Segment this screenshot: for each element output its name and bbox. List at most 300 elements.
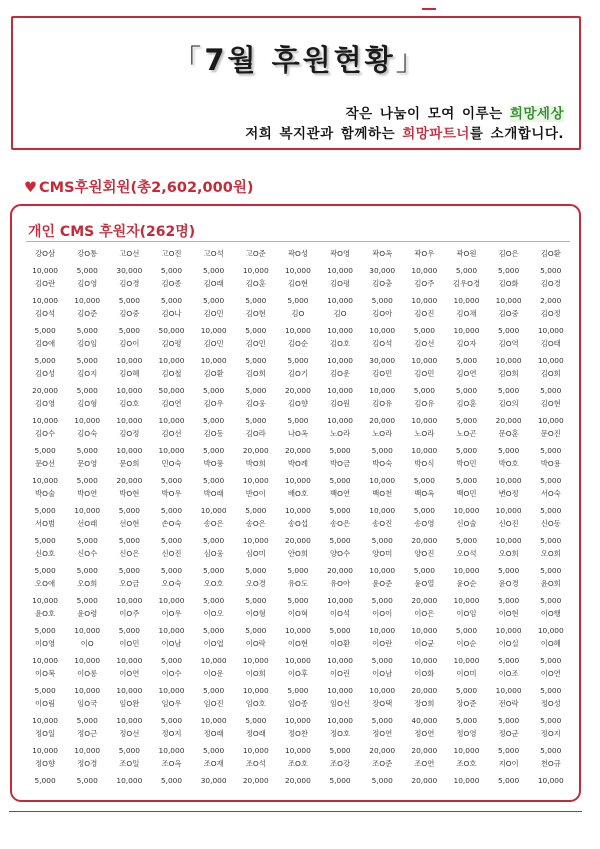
donor-cell xyxy=(108,276,150,306)
donor-cell xyxy=(108,336,150,366)
donor-name: 김O지 xyxy=(77,369,98,378)
donor-cell xyxy=(150,336,192,366)
donor-name: 김O중 xyxy=(119,309,140,318)
donor-cell xyxy=(24,336,66,366)
donor-amount: 20,000 xyxy=(284,386,311,395)
donor-cell xyxy=(66,366,108,396)
donor-name: 이O락 xyxy=(245,639,266,648)
donor-cell xyxy=(403,696,445,726)
donor-amount: 5,000 xyxy=(76,386,98,395)
donor-amount: 20,000 xyxy=(284,446,311,455)
donor-amount: 30,000 xyxy=(369,266,396,275)
donor-amount: 10,000 xyxy=(116,446,143,455)
donor-cell xyxy=(193,666,235,696)
donor-cell xyxy=(108,366,150,396)
donor-cell xyxy=(66,456,108,486)
donor-amount: 10,000 xyxy=(158,596,185,605)
donor-name: 김O경 xyxy=(119,279,140,288)
donor-name: 김O경 xyxy=(540,279,561,288)
donor-cell xyxy=(193,456,235,486)
donor-cell xyxy=(530,576,572,606)
donor-name: 김O운 xyxy=(330,369,351,378)
donor-amount: 10,000 xyxy=(200,356,227,365)
donor-amount: 5,000 xyxy=(455,416,478,425)
donor-cell xyxy=(193,336,235,366)
donor-amount: 5,000 xyxy=(160,476,183,485)
donor-name: 조O재 xyxy=(203,759,224,768)
donor-cell xyxy=(319,276,361,306)
donor-cell xyxy=(361,426,403,456)
donor-cell xyxy=(403,336,445,366)
donor-amount: 10,000 xyxy=(284,656,311,665)
donor-cell xyxy=(319,696,361,726)
donor-amount: 10,000 xyxy=(495,356,522,365)
donor-name: 노O라 xyxy=(414,429,435,438)
donor-amount: 2,000 xyxy=(540,296,562,305)
donor-cell xyxy=(150,456,192,486)
donor-cell xyxy=(445,636,487,666)
donor-cell xyxy=(193,756,235,786)
donor-amount: 5,000 xyxy=(498,446,520,455)
donor-name: 지O이 xyxy=(498,759,519,768)
donor-amount: 5,000 xyxy=(203,416,225,425)
donor-cell xyxy=(193,726,235,756)
donor-amount: 5,000 xyxy=(203,626,225,635)
donor-amount: 5,000 xyxy=(540,656,562,665)
donor-cell xyxy=(108,456,150,486)
donor-cell xyxy=(403,276,445,306)
donor-amount: 10,000 xyxy=(327,386,353,395)
donor-name: 조O준 xyxy=(372,759,393,768)
donor-amount: 5,000 xyxy=(245,416,267,425)
donor-cell xyxy=(193,516,235,546)
donor-cell xyxy=(361,336,403,366)
donor-cell xyxy=(488,396,530,426)
donor-cell xyxy=(66,636,108,666)
title-close-bracket: 」 xyxy=(395,43,428,77)
donor-name: 오O경 xyxy=(245,579,266,588)
donor-name: 백O연 xyxy=(330,489,351,498)
donor-cell xyxy=(24,606,66,636)
donor-cell xyxy=(488,726,530,756)
donor-name: 선O현 xyxy=(119,519,140,528)
donor-cell xyxy=(319,366,361,396)
donor-row xyxy=(24,396,572,426)
donor-amount: 10,000 xyxy=(158,686,185,695)
donor-cell xyxy=(488,666,530,696)
donor-amount: 5,000 xyxy=(203,446,225,455)
donor-name: 이O균 xyxy=(414,639,435,648)
donor-amount: 5,000 xyxy=(329,536,351,545)
donor-cell xyxy=(488,546,530,576)
donor-name: 김O주 xyxy=(414,279,435,288)
donor-cell xyxy=(361,516,403,546)
donor-cell xyxy=(24,486,66,516)
donor-name: 신O호 xyxy=(35,549,56,558)
donor-amount: 10,000 xyxy=(327,356,353,365)
donor-cell xyxy=(66,426,108,456)
donor-name: 이O남 xyxy=(372,669,393,678)
donor-amount: 5,000 xyxy=(245,566,267,575)
donor-name: 백O천 xyxy=(372,489,393,498)
donor-cell xyxy=(108,636,150,666)
donor-amount: 10,000 xyxy=(32,596,58,605)
donor-name: 김O준 xyxy=(77,309,98,318)
donor-amount: 5,000 xyxy=(160,776,183,785)
donor-row xyxy=(24,576,572,606)
donor-name: 김O성 xyxy=(35,369,56,378)
donor-amount: 10,000 xyxy=(495,506,522,515)
donor-cell xyxy=(403,546,445,576)
top-decoration-mark xyxy=(422,8,436,10)
donor-amount: 10,000 xyxy=(158,626,185,635)
donor-name: 전O락 xyxy=(498,699,519,708)
donor-name: 김O채 xyxy=(456,309,477,318)
donor-name: 김O선 xyxy=(414,339,435,348)
donor-name: 임O진 xyxy=(203,699,224,708)
donor-cell xyxy=(193,576,235,606)
donor-cell xyxy=(530,246,572,276)
donor-name: 이O행 xyxy=(540,609,561,618)
donor-amount: 10,000 xyxy=(453,296,480,305)
donor-amount: 10,000 xyxy=(495,296,522,305)
donor-row xyxy=(24,546,572,576)
donor-name: 김O기 xyxy=(287,369,308,378)
donor-cell xyxy=(319,426,361,456)
donor-name: 고O준 xyxy=(245,249,266,258)
donor-name: 박O희 xyxy=(245,459,266,468)
donor-name: 이O이 xyxy=(372,609,393,618)
donor-name: 신O은 xyxy=(119,549,140,558)
donor-cell xyxy=(150,756,192,786)
cms-members-heading xyxy=(24,176,253,197)
donor-amount: 10,000 xyxy=(284,266,311,275)
donor-name: 박O술 xyxy=(35,489,56,498)
donor-cell xyxy=(530,666,572,696)
donor-name: 박O풍 xyxy=(203,459,224,468)
donor-name: 백O옥 xyxy=(414,489,435,498)
donor-cell xyxy=(235,426,277,456)
donor-name: 송O진 xyxy=(372,519,393,528)
donor-cell xyxy=(277,606,319,636)
donor-cell xyxy=(445,306,487,336)
donor-name: 노O라 xyxy=(372,429,393,438)
donor-amount: 10,000 xyxy=(158,446,185,455)
donor-cell xyxy=(235,396,277,426)
donor-name: 김O희 xyxy=(245,369,266,378)
donor-name: 정O성 xyxy=(540,699,561,708)
donor-name: 문O선 xyxy=(35,459,56,468)
donor-name: 정O연 xyxy=(372,729,393,738)
donor-cell xyxy=(24,456,66,486)
donor-amount: 5,000 xyxy=(245,356,267,365)
donor-name: 임O국 xyxy=(77,699,98,708)
donor-cell xyxy=(403,726,445,756)
donor-amount: 10,000 xyxy=(74,296,101,305)
donor-name: 강O통 xyxy=(77,249,98,258)
donor-amount: 10,000 xyxy=(369,386,396,395)
donor-cell xyxy=(277,366,319,396)
donor-name: 김O연 xyxy=(161,399,182,408)
donor-cell xyxy=(530,696,572,726)
donor-cell xyxy=(361,606,403,636)
donor-name: 김O민 xyxy=(372,369,393,378)
donor-cell xyxy=(150,426,192,456)
donor-name: 강O삼 xyxy=(35,249,56,258)
donor-cell xyxy=(235,276,277,306)
donor-cell xyxy=(108,756,150,786)
donor-cell xyxy=(108,666,150,696)
donor-row xyxy=(24,276,572,306)
donor-name: 임O종 xyxy=(287,699,308,708)
donor-cell xyxy=(277,486,319,516)
donor-name: 정O선 xyxy=(119,729,140,738)
donor-name: 김O화 xyxy=(498,279,519,288)
donor-amount: 20,000 xyxy=(327,566,353,575)
heart-icon: ♥ xyxy=(24,180,37,196)
donor-cell xyxy=(403,666,445,696)
donor-cell xyxy=(235,456,277,486)
donor-amount: 5,000 xyxy=(34,536,56,545)
donor-name: 박O래 xyxy=(203,489,224,498)
donor-name: 김O훈 xyxy=(245,279,266,288)
donor-cell xyxy=(66,546,108,576)
donor-row xyxy=(24,666,572,696)
donor-cell xyxy=(24,666,66,696)
donor-name: 이O환 xyxy=(330,639,351,648)
donor-cell xyxy=(24,546,66,576)
donor-amount: 5,000 xyxy=(34,326,56,335)
donor-name: 이O수 xyxy=(161,669,182,678)
donor-cell xyxy=(530,276,572,306)
donor-name: 김O평 xyxy=(330,279,351,288)
donor-name: 김O민 xyxy=(203,339,224,348)
donor-amount: 5,000 xyxy=(34,626,56,635)
donor-name: 김O순 xyxy=(287,339,308,348)
donor-cell xyxy=(66,726,108,756)
donor-cell xyxy=(150,486,192,516)
donor-cell xyxy=(488,366,530,396)
donor-amount: 10,000 xyxy=(74,416,101,425)
donor-name: 윤O호 xyxy=(35,609,56,618)
donor-cell xyxy=(66,666,108,696)
donor-name: 김O우 xyxy=(203,399,224,408)
donor-name: 곽O원 xyxy=(456,249,477,258)
donor-amount: 5,000 xyxy=(498,326,520,335)
donor-amount: 10,000 xyxy=(32,416,58,425)
donor-cell xyxy=(108,696,150,726)
donor-cell xyxy=(235,306,277,336)
donor-name: 정O경 xyxy=(77,759,98,768)
donor-name: 김O충 xyxy=(372,279,393,288)
donor-cell xyxy=(361,396,403,426)
donor-cell xyxy=(24,246,66,276)
donor-amount: 5,000 xyxy=(160,266,183,275)
donor-name: 이O실 xyxy=(498,639,519,648)
donor-cell xyxy=(277,516,319,546)
donor-cell xyxy=(319,606,361,636)
donor-amount: 10,000 xyxy=(200,506,227,515)
donor-name: 김O환 xyxy=(540,249,561,258)
page-title xyxy=(0,38,600,79)
donor-name: 이O혜 xyxy=(540,639,561,648)
donor-cell xyxy=(530,366,572,396)
donor-cell xyxy=(150,666,192,696)
donor-name: 정O호 xyxy=(330,729,351,738)
donor-cell xyxy=(530,516,572,546)
donor-cell xyxy=(24,576,66,606)
donor-cell xyxy=(66,756,108,786)
donor-amount: 10,000 xyxy=(242,476,269,485)
donor-amount: 5,000 xyxy=(329,776,351,785)
donor-cell xyxy=(66,276,108,306)
donor-name: 김O의 xyxy=(498,399,519,408)
donor-amount: 5,000 xyxy=(371,536,393,545)
donor-name: 이O조 xyxy=(498,669,519,678)
donor-amount: 10,000 xyxy=(32,716,58,725)
donor-name: 김O xyxy=(333,309,347,318)
donor-name: 김O석 xyxy=(35,309,56,318)
donor-amount: 20,000 xyxy=(411,776,438,785)
donor-name: 김O나 xyxy=(161,309,182,318)
donor-amount: 10,000 xyxy=(411,446,438,455)
donor-cell xyxy=(277,246,319,276)
donor-cell xyxy=(277,666,319,696)
donor-name: 박O호 xyxy=(498,459,519,468)
donor-name: 김O민 xyxy=(245,339,266,348)
donor-amount: 20,000 xyxy=(411,536,438,545)
donor-cell xyxy=(403,486,445,516)
donor-cell xyxy=(235,636,277,666)
donor-name: 이O영 xyxy=(35,639,56,648)
donor-cell xyxy=(24,696,66,726)
donor-name: 이O혁 xyxy=(287,609,308,618)
donor-amount: 5,000 xyxy=(413,476,435,485)
donor-cell xyxy=(445,336,487,366)
donor-name: 김O연 xyxy=(456,369,477,378)
donor-amount: 5,000 xyxy=(455,536,478,545)
donor-cell xyxy=(193,246,235,276)
donor-amount: 20,000 xyxy=(495,416,522,425)
donor-amount: 5,000 xyxy=(329,446,351,455)
donor-name: 김O애 xyxy=(35,339,56,348)
donor-name: 김O민 xyxy=(203,309,224,318)
donor-name: 김O형 xyxy=(77,399,98,408)
donor-amount: 10,000 xyxy=(369,326,396,335)
donor-amount: 5,000 xyxy=(329,506,351,515)
donor-name: 김O은 xyxy=(498,249,519,258)
donor-amount: 5,000 xyxy=(245,386,267,395)
donor-amount: 5,000 xyxy=(118,506,140,515)
donor-amount: 10,000 xyxy=(242,266,269,275)
donor-cell xyxy=(361,756,403,786)
donor-cell xyxy=(403,576,445,606)
donor-amount: 5,000 xyxy=(203,536,225,545)
donor-amount: 5,000 xyxy=(287,416,309,425)
donor-name: 임O신 xyxy=(330,699,351,708)
donor-cell xyxy=(445,576,487,606)
donor-name: 신O수 xyxy=(77,549,98,558)
donor-amount: 20,000 xyxy=(242,446,269,455)
donor-name: 김O라 xyxy=(245,429,266,438)
donor-amount: 5,000 xyxy=(203,476,225,485)
donor-amount: 5,000 xyxy=(540,536,562,545)
donor-name: 정O향 xyxy=(35,759,56,768)
donor-cell xyxy=(530,336,572,366)
donor-amount: 50,000 xyxy=(158,326,185,335)
donor-cell xyxy=(530,756,572,786)
donor-amount: 5,000 xyxy=(455,266,478,275)
donor-cell xyxy=(319,396,361,426)
donor-name: 이O린 xyxy=(330,669,351,678)
donor-amount: 5,000 xyxy=(118,326,140,335)
donor-box-divider xyxy=(26,241,570,242)
donor-cell xyxy=(319,666,361,696)
donor-amount: 5,000 xyxy=(118,296,140,305)
donor-cell xyxy=(66,396,108,426)
donor-name: 오O애 xyxy=(35,579,56,588)
donor-amount: 30,000 xyxy=(200,776,227,785)
donor-name: 송O섭 xyxy=(287,519,308,528)
donor-name: 유O아 xyxy=(330,579,351,588)
donor-name: 김O평 xyxy=(161,339,182,348)
donor-name: 곽O우 xyxy=(414,249,435,258)
donor-name: 김O현 xyxy=(540,399,561,408)
donor-amount: 5,000 xyxy=(245,716,267,725)
donor-name: 노O곤 xyxy=(456,429,477,438)
donor-cell xyxy=(66,336,108,366)
donor-amount: 10,000 xyxy=(327,326,353,335)
donor-cell xyxy=(445,516,487,546)
donor-amount: 5,000 xyxy=(371,776,393,785)
donor-name: 정O군 xyxy=(498,729,519,738)
donor-amount: 10,000 xyxy=(453,656,480,665)
donor-cell xyxy=(66,486,108,516)
donor-name: 김O진 xyxy=(414,309,435,318)
donor-amount: 10,000 xyxy=(242,746,269,755)
donor-cell xyxy=(108,246,150,276)
intro-line-2-text: 저희 복지관과 함께하는 xyxy=(245,126,403,142)
donor-name: 이O후 xyxy=(287,669,308,678)
donor-cell xyxy=(108,516,150,546)
donor-amount: 10,000 xyxy=(369,686,396,695)
donor-name: 이O엽 xyxy=(203,639,224,648)
donor-amount: 5,000 xyxy=(203,386,225,395)
donor-amount: 5,000 xyxy=(118,536,140,545)
donor-cell xyxy=(488,756,530,786)
donor-amount: 10,000 xyxy=(327,296,353,305)
donor-cell xyxy=(235,486,277,516)
donor-name: 김O태 xyxy=(540,339,561,348)
donor-cell xyxy=(150,366,192,396)
donor-cell xyxy=(488,696,530,726)
donor-row xyxy=(24,756,572,786)
donor-row xyxy=(24,486,572,516)
donor-name: 오O금 xyxy=(119,579,140,588)
donor-cell xyxy=(530,636,572,666)
donor-cell xyxy=(24,306,66,336)
donor-amount: 10,000 xyxy=(327,716,353,725)
donor-name: 정O래 xyxy=(203,729,224,738)
donor-amount: 10,000 xyxy=(116,356,143,365)
intro-line-2 xyxy=(245,122,564,142)
donor-name: 김O희 xyxy=(540,369,561,378)
donor-cell xyxy=(150,516,192,546)
donor-cell xyxy=(530,546,572,576)
donor-amount: 10,000 xyxy=(74,746,101,755)
donor-cell xyxy=(150,696,192,726)
donor-cell xyxy=(488,246,530,276)
